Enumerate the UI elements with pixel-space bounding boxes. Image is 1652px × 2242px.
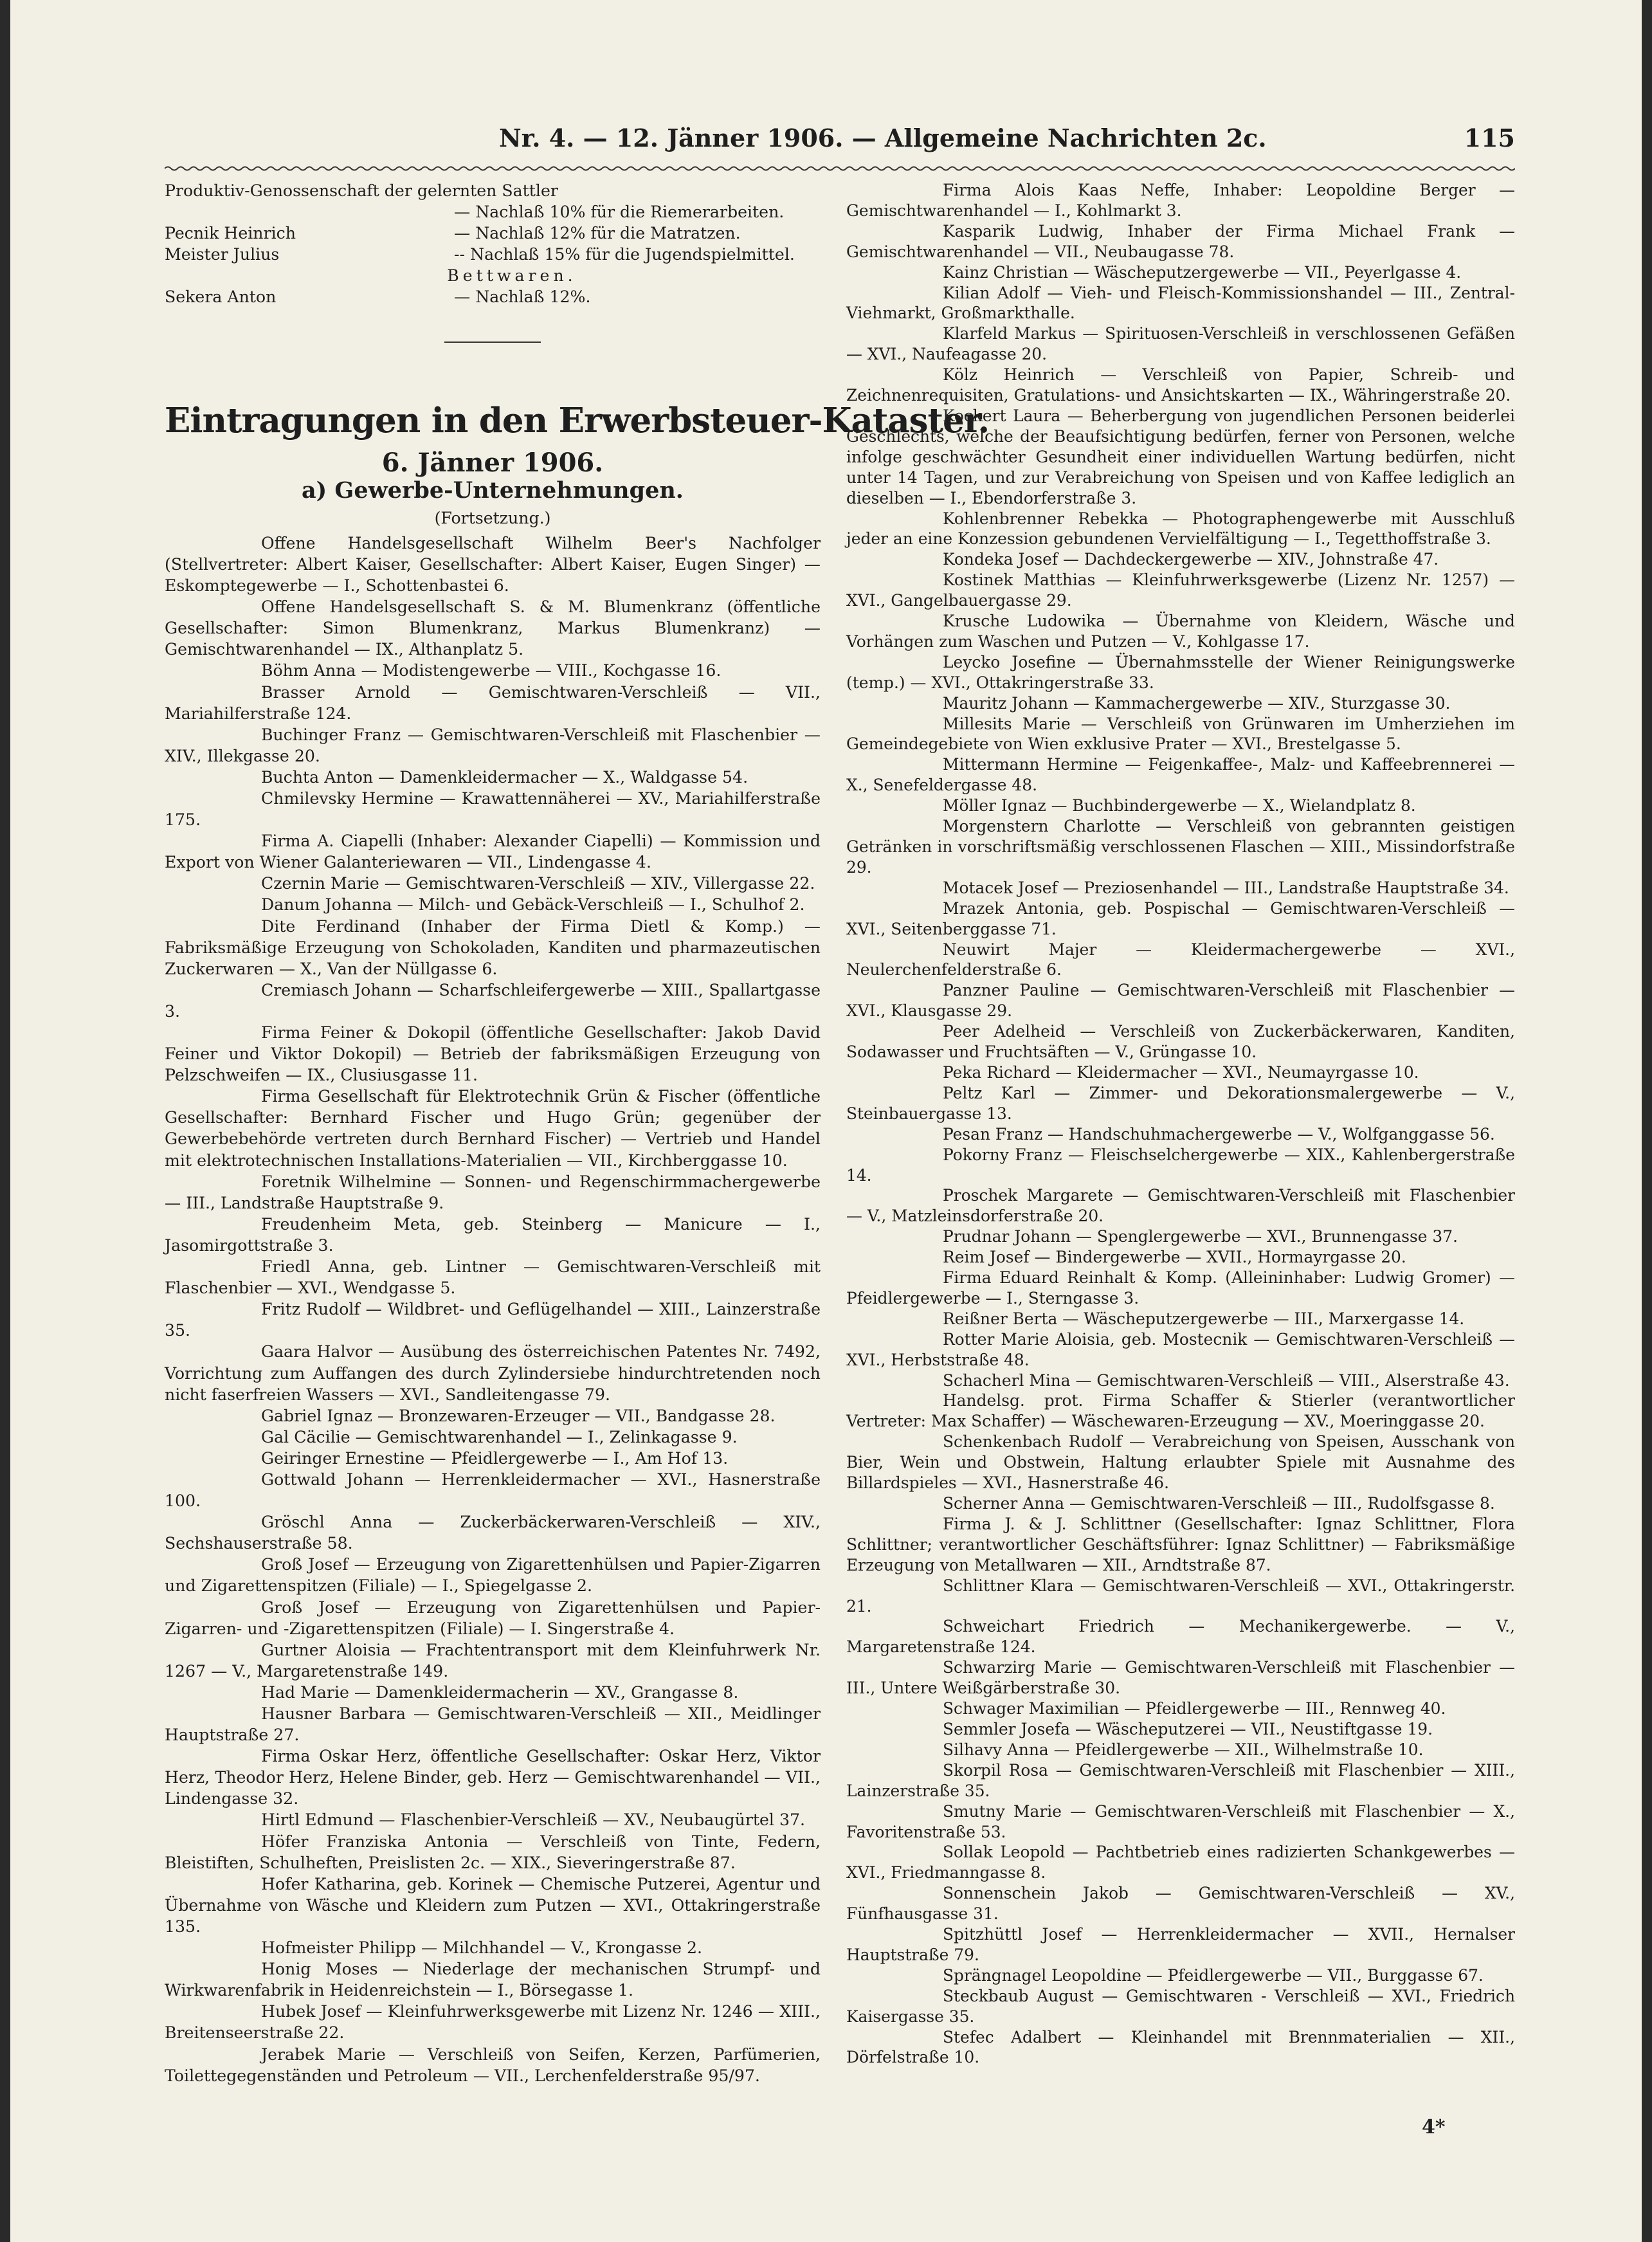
register-entry: Groß Josef — Erzeugung von Zigarettenhülsen und Papier-Zigarren- und -Zigarettenspitzen (Filiale) — I. Singerstraße 4. [165, 1598, 821, 1638]
section-date: 6. Jänner 1906. [381, 447, 604, 478]
page-header [165, 116, 1515, 161]
section-subtitle: a) Gewerbe-Unternehmungen. [302, 477, 684, 504]
register-entry: Kölz Heinrich — Verschleiß von Papier, Schreib- und Zeichnenrequisiten, Gratulations- und Ansichtskarten — IX., Währingerstraße 20. [846, 365, 1515, 405]
register-entry: Skorpil Rosa — Gemischtwaren-Verschleiß mit Flaschenbier — XIII., Lainzerstraße 35. [846, 1760, 1515, 1800]
register-entry: Sprängnagel Leopoldine — Pfeidlergewerbe — VII., Burggasse 67. [943, 1965, 1484, 1985]
register-entry: Millesits Marie — Verschleiß von Grünwaren im Umherziehen im Gemeindegebiete von Wien exklusive Prater — XVI., Brestelgasse 5. [846, 714, 1515, 754]
register-entry: Friedl Anna, geb. Lintner — Gemischtwaren-Verschleiß mit Flaschenbier — XVI., Wendgasse 5. [165, 1257, 821, 1298]
register-entry: Firma Eduard Reinhalt & Komp. (Alleininhaber: Ludwig Gromer) — Pfeidlergewerbe — I., Sterngasse 3. [846, 1268, 1515, 1308]
register-entry: Panzner Pauline — Gemischtwaren-Verschleiß mit Flaschenbier — XVI., Klausgasse 29. [846, 981, 1515, 1021]
register-entry: Spitzhüttl Josef — Herrenkleidermacher — XVII., Hernalser Hauptstraße 79. [846, 1925, 1515, 1964]
register-entry: Smutny Marie — Gemischtwaren-Verschleiß mit Flaschenbier — X., Favoritenstraße 53. [846, 1801, 1515, 1841]
register-entry: Brasser Arnold — Gemischtwaren-Verschleiß — VII., Mariahilferstraße 124. [165, 682, 821, 723]
register-entry: Reißner Berta — Wäscheputzergewerbe — III., Marxergasse 14. [943, 1309, 1465, 1328]
register-entry: Honig Moses — Niederlage der mechanischen Strumpf- und Wirkwarenfabrik in Heidenreichstein — I., Börsegasse 1. [165, 1960, 821, 2000]
left-entry-list [165, 533, 821, 2086]
register-entry: Schweichart Friedrich — Mechanikergewerbe. — V., Margaretenstraße 124. [846, 1617, 1515, 1657]
register-entry: Peer Adelheid — Verschleiß von Zuckerbäckerwaren, Kanditen, Sodawasser und Fruchtsäften — V., Grüngasse 10. [846, 1022, 1515, 1062]
register-entry: Gurtner Aloisia — Frachtentransport mit dem Kleinfuhrwerk Nr. 1267 — V., Margaretenstraße 149. [165, 1640, 821, 1681]
register-entry: Firma Oskar Herz, öffentliche Gesellschafter: Oskar Herz, Viktor Herz, Theodor Herz, Helene Binder, geb. Herz — Gemischtwarenhandel — VII., Lindengasse 32. [165, 1747, 821, 1809]
register-entry: Freudenheim Meta, geb. Steinberg — Manicure — I., Jasomirgottstraße 3. [165, 1214, 821, 1255]
register-entry: Reim Josef — Bindergewerbe — XVII., Hormayrgasse 20. [943, 1248, 1406, 1267]
register-entry: Groß Josef — Erzeugung von Zigarettenhülsen und Papier-Zigarren und Zigarettenspitzen (Filiale) — I., Spiegelgasse 2. [165, 1555, 821, 1596]
register-entry: Buchinger Franz — Gemischtwaren-Verschleiß mit Flaschenbier — XIV., Illekgasse 20. [165, 725, 821, 765]
register-entry: Pesan Franz — Handschuhmachergewerbe — V., Wolfganggasse 56. [943, 1124, 1495, 1144]
register-entry: Gröschl Anna — Zuckerbäckerwaren-Verschleiß — XIV., Sechshauserstraße 58. [165, 1513, 821, 1553]
register-entry: Firma Gesellschaft für Elektrotechnik Grün & Fischer (öffentliche Gesellschafter: Bernhard Fischer und Hugo Grün; gegenüber der Gewerbebehörde vertreten durch Bernhard Fischer) — Vertrieb und Handel mit elektrotechnischen Installations-Materialien — VII., Kirchberggasse 10. [165, 1087, 821, 1170]
bettwaren-heading: Bettwaren. [447, 266, 577, 286]
register-entry: Handelsg. prot. Firma Schaffer & Stierler (verantwortlicher Vertreter: Max Schaffer) — Wäschewaren-Erzeugung — XV., Moeringgasse 20. [846, 1391, 1515, 1431]
running-title: Nr. 4. — 12. Jänner 1906. — Allgemeine Nachrichten 2c. [499, 123, 1267, 152]
register-entry: Motacek Josef — Preziosenhandel — III., Landstraße Hauptstraße 34. [943, 878, 1509, 897]
register-entry: Firma Alois Kaas Neffe, Inhaber: Leopoldine Berger — Gemischtwarenhandel — I., Kohlmarkt 3. [846, 181, 1515, 220]
produktiv-section [165, 180, 821, 308]
register-entry: Cremiasch Johann — Scharfschleifergewerbe — XIII., Spallartgasse 3. [165, 980, 821, 1021]
register-entry: Gaara Halvor — Ausübung des österreichischen Patentes Nr. 7492, Vorrichtung zum Auffangen des durch Zylindersiebe hindurchtretenden noch nicht faserfreien Wassers — XVI., Sandleitengasse 79. [165, 1342, 821, 1404]
register-entry: Kondeka Josef — Dachdeckergewerbe — XIV., Johnstraße 47. [943, 550, 1439, 569]
register-entry: Mrazek Antonia, geb. Pospischal — Gemischtwaren-Verschleiß — XVI., Seitenberggasse 71. [846, 898, 1515, 938]
register-entry: Rotter Marie Aloisia, geb. Mostecnik — Gemischtwaren-Verschleiß — XVI., Herbststraße 48. [846, 1329, 1515, 1369]
register-entry: Kockert Laura — Beherbergung von jugendlichen Personen beiderlei Geschlechts, welche der Beaufsichtigung bedürfen, ferner von Personen, welche infolge geschwächter Gesundheit einer individuellen Wartung bedürfen, nicht unter 14 Tagen, und zur Verabreichung von Speisen und von Kaffee lediglich an dieselben — I., Ebendorferstraße 3. [846, 406, 1515, 507]
register-entry: Sonnenschein Jakob — Gemischtwaren-Verschleiß — XV., Fünfhausgasse 31. [846, 1884, 1515, 1924]
register-entry: Hofer Katharina, geb. Korinek — Chemische Putzerei, Agentur und Übernahme von Wäsche und Kleidern zum Putzen — XVI., Ottakringerstraße 135. [165, 1874, 821, 1936]
produktiv-line-2: — Nachlaß 10% für die Riemerarbeiten. [454, 203, 785, 222]
register-entry: Czernin Marie — Gemischtwaren-Verschleiß — XIV., Villergasse 22. [261, 874, 815, 893]
register-entry: Krusche Ludowika — Übernahme von Kleidern, Wäsche und Vorhängen zum Waschen und Putzen — V., Kohlgasse 17. [846, 612, 1515, 651]
section-title: Eintragungen in den Erwerbsteuer-Kataster. [165, 400, 990, 441]
register-entry: Schlittner Klara — Gemischtwaren-Verschleiß — XVI., Ottakringerstr. 21. [846, 1576, 1515, 1616]
register-entry: Silhavy Anna — Pfeidlergewerbe — XII., Wilhelmstraße 10. [943, 1740, 1424, 1759]
continuation-note: (Fortsetzung.) [434, 508, 551, 527]
register-entry: Peka Richard — Kleidermacher — XVI., Neumayrgasse 10. [943, 1062, 1419, 1082]
produktiv-line-1: Produktiv-Genossenschaft der gelernten Sattler [165, 181, 558, 200]
right-column [846, 180, 1515, 2068]
register-entry: Prudnar Johann — Spenglergewerbe — XVI., Brunnengasse 37. [943, 1227, 1458, 1246]
register-entry: Firma Feiner & Dokopil (öffentliche Gesellschafter: Jakob David Feiner und Viktor Dokopil) — Betrieb der fabriksmäßigen Erzeugung von Pelzschweifen — IX., Clusiusgasse 11. [165, 1023, 821, 1085]
register-entry: Mauritz Johann — Kammachergewerbe — XIV., Sturzgasse 30. [943, 693, 1451, 713]
register-entry: Kilian Adolf — Vieh- und Fleisch-Kommissionshandel — III., Zentral-Viehmarkt, Großmarkthalle. [846, 283, 1515, 323]
register-entry: Fritz Rudolf — Wildbret- und Geflügelhandel — XIII., Lainzerstraße 35. [165, 1300, 821, 1340]
produktiv-line-3: Pecnik Heinrich — Nachlaß 12% für die Matratzen. [165, 224, 741, 243]
register-entry: Klarfeld Markus — Spirituosen-Verschleiß in verschlossenen Gefäßen — XVI., Naufeagasse 20. [846, 324, 1515, 364]
register-entry: Chmilevsky Hermine — Krawattennäherei — XV., Mariahilferstraße 175. [165, 788, 821, 830]
register-entry: Buchta Anton — Damenkleidermacher — X., Waldgasse 54. [261, 767, 749, 787]
register-entry: Möller Ignaz — Buchbindergewerbe — X., Wielandplatz 8. [943, 796, 1416, 816]
register-entry: Kasparik Ludwig, Inhaber der Firma Michael Frank — Gemischtwarenhandel — VII., Neubaugasse 78. [846, 221, 1515, 261]
register-entry: Firma A. Ciapelli (Inhaber: Alexander Ciapelli) — Kommission und Export von Wiener Galanteriewaren — VII., Lindengasse 4. [165, 832, 821, 872]
register-entry: Kainz Christian — Wäscheputzergewerbe — VII., Peyerlgasse 4. [943, 262, 1462, 282]
register-entry: Hirtl Edmund — Flaschenbier-Verschleiß — XV., Neubaugürtel 37. [261, 1810, 806, 1830]
register-entry: Morgenstern Charlotte — Verschleiß von gebrannten geistigen Getränken in vorschriftsmäßig verschlossenen Flaschen — XIII., Missindorfstraße 29. [846, 817, 1515, 877]
register-entry: Proschek Margarete — Gemischtwaren-Verschleiß mit Flaschenbier — V., Matzleinsdorferstraße 20. [846, 1186, 1515, 1226]
register-entry: Geiringer Ernestine — Pfeidlergewerbe — I., Am Hof 13. [261, 1448, 729, 1468]
register-entry: Peltz Karl — Zimmer- und Dekorationsmalergewerbe — V., Steinbauergasse 13. [846, 1083, 1515, 1123]
register-entry: Offene Handelsgesellschaft Wilhelm Beer's Nachfolger (Stellvertreter: Albert Kaiser, Gesellschafter: Albert Kaiser, Eugen Singer) — Eskomptegewerbe — I., Schottenbastei 6. [165, 533, 821, 596]
register-entry: Gal Cäcilie — Gemischtwarenhandel — I., Zelinkagasse 9. [261, 1427, 738, 1446]
register-entry: Kohlenbrenner Rebekka — Photographengewerbe mit Ausschluß jeder an eine Konzession gebundenen Vervielfältigung — I., Tegetthoffstraße 3. [846, 509, 1515, 549]
register-entry: Leycko Josefine — Übernahmsstelle der Wiener Reinigungswerke (temp.) — XVI., Ottakringerstraße 33. [846, 652, 1515, 692]
register-entry: Schwarzirg Marie — Gemischtwaren-Verschleiß mit Flaschenbier — III., Untere Weißgärberstraße 30. [846, 1658, 1515, 1698]
header-wavy-rule [165, 164, 1515, 173]
register-entry: Pokorny Franz — Fleischselchergewerbe — XIX., Kahlenbergerstraße 14. [846, 1145, 1515, 1185]
register-entry: Firma J. & J. Schlittner (Gesellschafter: Ignaz Schlittner, Flora Schlittner; verantwortlicher Geschäftsführer: Ignaz Schlittner) — Fabriksmäßige Erzeugung von Metallwaren — XII., Arndtstraße 87. [846, 1514, 1515, 1574]
register-entry: Hausner Barbara — Gemischtwaren-Verschleiß — XII., Meidlinger Hauptstraße 27. [165, 1704, 821, 1745]
right-entry-list [846, 180, 1515, 2068]
register-entry: Dite Ferdinand (Inhaber der Firma Dietl & Komp.) — Fabriksmäßige Erzeugung von Schokoladen, Kanditen und pharmazeutischen Zuckerwaren — X., Van der Nüllgasse 6. [165, 916, 821, 978]
register-entry: Schacherl Mina — Gemischtwaren-Verschleiß — VIII., Alserstraße 43. [943, 1371, 1510, 1390]
register-entry: Danum Johanna — Milch- und Gebäck-Verschleiß — I., Schulhof 2. [261, 895, 805, 915]
bettwaren-line: Sekera Anton — Nachlaß 12%. [165, 287, 591, 307]
register-entry: Hofmeister Philipp — Milchhandel — V., Krongasse 2. [261, 1938, 703, 1958]
register-entry: Steckbaub August — Gemischtwaren - Verschleiß — XVI., Friedrich Kaisergasse 35. [846, 1986, 1515, 2026]
register-entry: Foretnik Wilhelmine — Sonnen- und Regenschirmmachergewerbe — III., Landstraße Hauptstraße 9. [165, 1172, 821, 1212]
register-entry: Had Marie — Damenkleidermacherin — XV., Grangasse 8. [261, 1682, 739, 1702]
register-entry: Scherner Anna — Gemischtwaren-Verschleiß — III., Rudolfsgasse 8. [943, 1494, 1495, 1513]
register-entry: Schenkenbach Rudolf — Verabreichung von Speisen, Ausschank von Bier, Wein und Obstwein, Haltung erlaubter Spiele mit Ausnahme des Billardspieles — XVI., Hasnerstraße 46. [846, 1432, 1515, 1493]
register-entry: Gottwald Johann — Herrenkleidermacher — XVI., Hasnerstraße 100. [165, 1470, 821, 1511]
signature-mark: 4* [1422, 2116, 1446, 2138]
produktiv-line-4: Meister Julius -- Nachlaß 15% für die Jugendspielmittel. [165, 245, 795, 264]
register-entry: Höfer Franziska Antonia — Verschleiß von Tinte, Federn, Bleistiften, Schulheften, Preislisten 2c. — XIX., Sieveringerstraße 87. [165, 1832, 821, 1872]
register-entry: Jerabek Marie — Verschleiß von Seifen, Kerzen, Parfümerien, Toilettegegenständen und Petroleum — VII., Lerchenfelderstraße 95/97. [165, 2045, 821, 2085]
register-entry: Schwager Maximilian — Pfeidlergewerbe — III., Rennweg 40. [943, 1699, 1446, 1718]
register-entry: Neuwirt Majer — Kleidermachergewerbe — XVI., Neulerchenfelderstraße 6. [846, 940, 1515, 980]
newspaper-page [10, 0, 1642, 2242]
register-entry: Böhm Anna — Modistengewerbe — VIII., Kochgasse 16. [261, 661, 722, 680]
page-number: 115 [1464, 123, 1515, 152]
register-entry: Stefec Adalbert — Kleinhandel mit Brennmaterialien — XII., Dörfelstraße 10. [846, 2027, 1515, 2067]
register-entry: Sollak Leopold — Pachtbetrieb eines radizierten Schankgewerbes — XVI., Friedmanngasse 8. [846, 1843, 1515, 1882]
left-column [165, 180, 990, 2086]
register-entry: Offene Handelsgesellschaft S. & M. Blumenkranz (öffentliche Gesellschafter: Simon Blumenkranz, Markus Blumenkranz) — Gemischtwarenhandel — IX., Althanplatz 5. [165, 597, 821, 659]
register-entry: Kostinek Matthias — Kleinfuhrwerksgewerbe (Lizenz Nr. 1257) — XVI., Gangelbauergasse 29. [846, 570, 1515, 610]
register-entry: Mittermann Hermine — Feigenkaffee-, Malz- und Kaffeebrennerei — X., Senefeldergasse 48. [846, 755, 1515, 795]
register-entry: Gabriel Ignaz — Bronzewaren-Erzeuger — VII., Bandgasse 28. [261, 1406, 776, 1425]
register-entry: Semmler Josefa — Wäscheputzerei — VII., Neustiftgasse 19. [943, 1719, 1433, 1738]
section-divider [444, 342, 541, 343]
register-entry: Hubek Josef — Kleinfuhrwerksgewerbe mit Lizenz Nr. 1246 — XIII., Breitenseerstraße 22. [165, 2002, 821, 2043]
